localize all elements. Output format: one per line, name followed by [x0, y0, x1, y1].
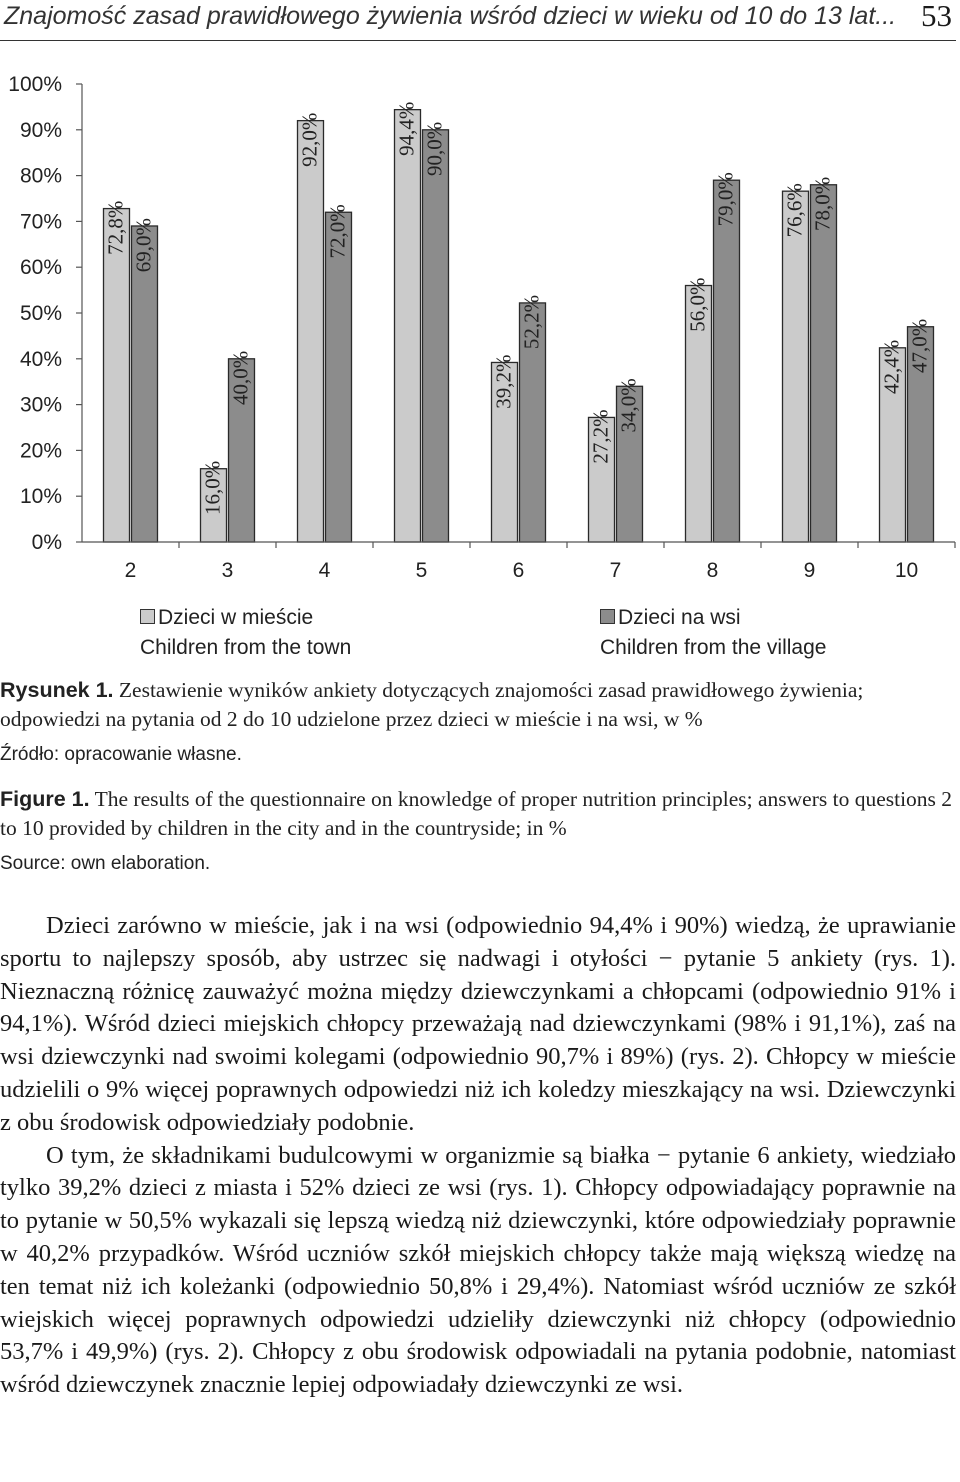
x-tick-label: 10	[894, 559, 919, 582]
bar-value-label: 52,2%	[519, 294, 544, 350]
bar-value-label: 94,4%	[394, 101, 419, 156]
y-tick-label: 50%	[19, 302, 62, 325]
y-tick-label: 30%	[19, 393, 62, 417]
caption-pl-source: Źródło: opracowanie własne.	[0, 744, 242, 765]
y-tick-label: 0%	[31, 531, 62, 554]
bar-value-label: 42,4%	[879, 339, 904, 395]
y-axis-ticks	[8, 73, 82, 554]
bar-chart	[0, 60, 960, 590]
y-tick-label: 80%	[19, 164, 62, 188]
caption-en-source: Source: own elaboration.	[0, 853, 211, 874]
bar-mark	[395, 110, 421, 542]
x-axis-ticks	[125, 542, 955, 582]
x-tick-label: 5	[415, 559, 428, 582]
caption-pl-text: Zestawienie wyników ankiety dotyczących znajomości zasad prawidłowego żywienia; odpowiedzi na pytania od 2 do 10 udzielone przez dzieci w mieście i na wsi, w %	[0, 678, 864, 731]
bar-value-label: 72,8%	[103, 200, 128, 255]
bar-mark	[811, 185, 837, 542]
legend-village-en: Children from the village	[600, 636, 827, 659]
x-tick-label: 2	[124, 559, 137, 582]
x-tick-label: 6	[512, 559, 525, 582]
bar-value-label: 72,0%	[325, 204, 350, 259]
caption-pl-label: Rysunek 1.	[0, 678, 114, 702]
x-tick-label: 3	[221, 559, 234, 582]
bar-mark	[423, 130, 449, 542]
bar-value-label: 39,2%	[491, 354, 516, 409]
body-text	[0, 910, 956, 1402]
paragraph-2: O tym, że składnikami budulcowymi w organizmie są białka − pytanie 6 ankiety, wiedziało tylko 39,2% dzieci z miasta i 52% dzieci ze wsi (rys. 1). Chłopcy odpowiadający poprawnie na to pytanie w 50,5% wykazali się lepszą wiedzą niż dziewczynki, które odpowiedziały poprawnie w 40,2% przypadków. Wśród uczniów szkół miejskich chłopcy także mają większą wiedzę na ten temat niż ich koleżanki (odpowiednio 50,8% i 29,4%). Natomiast wśród uczniów ze szkół wiejskich więcej poprawnych odpowiedzi udzieliły dziewczynki niż chłopcy (odpowiednio 53,7% i 49,9%) (rys. 2). Chłopcy z obu środowisk odpowiadali na pytania podobnie, natomiast wśród dziewczynek znacznie lepiej odpowiadały dziewczynki ze wsi.	[0, 1141, 956, 1399]
bar-value-label: 27,2%	[588, 409, 613, 464]
caption-en-label: Figure 1.	[0, 787, 90, 811]
y-tick-label: 10%	[19, 485, 62, 509]
caption-en-text: The results of the questionnaire on knowledge of proper nutrition principles; answers to questions 2 to 10 provided by children in the city and in the countryside; in %	[0, 787, 953, 840]
bar-value-label: 76,6%	[782, 183, 807, 238]
paragraph-1: Dzieci zarówno w mieście, jak i na wsi (odpowiednio 94,4% i 90%) wiedzą, że uprawianie sportu to najlepszy sposób, aby ustrzec się nadwagi i otyłości − pytanie 5 ankiety (rys. 1). Nieznaczną różnicę zauważyć można między dziewczynkami a chłopcami (odpowiednio 91% i 94,1%). Wśród dzieci miejskich chłopcy przeważają nad dziewczynkami (98% i 91,1%), zaś na wsi dziewczynki nad swoimi kolegami (odpowiednio 90,7% i 89%) (rys. 2). Chłopcy w mieście udzielili o 9% więcej poprawnych odpowiedzi niż ich koledzy mieszkający na wsi. Dziewczynki z obu środowisk odpowiedziały podobnie.	[0, 912, 956, 1136]
y-tick-label: 70%	[19, 210, 62, 234]
legend-town-en: Children from the town	[140, 636, 352, 659]
bar-value-label: 47,0%	[907, 318, 932, 373]
y-tick-label: 40%	[19, 347, 62, 371]
x-tick-label: 4	[318, 559, 331, 582]
bar-mark	[714, 180, 740, 542]
bar-value-label: 56,0%	[685, 277, 710, 332]
y-tick-label: 100%	[8, 73, 62, 96]
bar-mark	[132, 226, 158, 542]
y-tick-label: 60%	[19, 256, 62, 280]
bar-value-label: 79,0%	[713, 172, 738, 227]
bar-mark	[104, 209, 130, 542]
figure-caption-en	[0, 785, 960, 878]
running-header	[0, 0, 956, 41]
x-tick-label: 7	[609, 559, 622, 582]
legend-town-pl: Dzieci w mieście	[158, 606, 314, 629]
x-tick-label: 8	[706, 559, 719, 582]
figure-caption-pl	[0, 676, 960, 769]
bar-mark	[783, 191, 809, 542]
y-tick-label: 20%	[19, 439, 62, 463]
bar-value-label: 40,0%	[228, 350, 253, 406]
bar-value-label: 78,0%	[810, 176, 835, 232]
bar-value-label: 90,0%	[422, 121, 447, 177]
bar-value-label: 34,0%	[616, 378, 641, 433]
page-number: 53	[921, 0, 952, 33]
x-tick-label: 9	[803, 559, 816, 582]
bar-value-label: 16,0%	[200, 460, 225, 515]
bar-mark	[326, 212, 352, 542]
bar-marks	[104, 110, 934, 542]
bar-mark	[298, 121, 324, 542]
y-tick-label: 90%	[19, 118, 62, 142]
legend-village-pl: Dzieci na wsi	[618, 606, 741, 629]
legend-swatch-town	[140, 609, 155, 624]
legend-swatch-village	[600, 609, 615, 624]
bar-value-label: 69,0%	[131, 217, 156, 273]
bar-value-label: 92,0%	[297, 112, 322, 167]
legend-village	[600, 603, 826, 663]
running-title: Znajomość zasad prawidłowego żywienia wśród dzieci w wieku od 10 do 13 lat...	[4, 2, 897, 30]
legend-town	[140, 603, 351, 663]
